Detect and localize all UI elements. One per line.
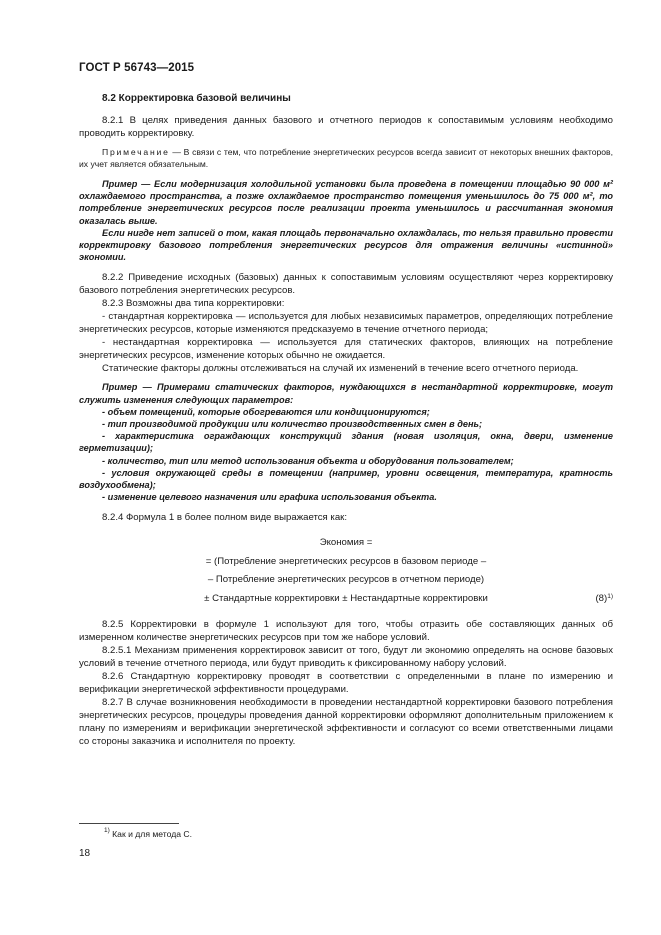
equation-number — [595, 590, 613, 609]
paragraph-8-2-7: 8.2.7 В случае возникновения необходимости в проведении нестандартной корректировки базового потребления энергетических ресурсов, процедуры проведения данной корректировки оформляют дополнительным приложением к плану по измерениям и верификации энергетической эффективности и согласуют со всеми ответственными лицами со стороны заказчика и исполнителя по проекту. — [79, 697, 613, 748]
example-2-item: - характеристика ограждающих конструкций здания (новая изоляция, окна, двери, изменение герметизации); — [79, 431, 613, 454]
paragraph-8-2-3-b: - нестандартная корректировка — используется для статических факторов, влияющих на потребление энергетических ресурсов, изменение которых обычно не ожидается. — [79, 337, 613, 362]
paragraph-8-2-1: 8.2.1 В целях приведения данных базового и отчетного периодов к сопоставимым условиям необходимо проводить корректировку. — [79, 115, 613, 139]
paragraph-8-2-4: 8.2.4 Формула 1 в более полном виде выражается как: — [102, 512, 348, 524]
formula-8 — [79, 534, 613, 608]
page-number: 18 — [79, 848, 91, 859]
paragraph-8-2-2: 8.2.2 Приведение исходных (базовых) данных к сопоставимым условиям осуществляют через корректировку базового потребления энергетических ресурсов. — [79, 272, 613, 297]
paragraph-8-2-5: 8.2.5 Корректировки в формуле 1 используют для того, чтобы отразить обе составляющих данных об измеренном количестве энергетических ресурсов при том же наборе условий. — [79, 619, 613, 644]
paragraph-8-2-3: 8.2.3 Возможны два типа корректировки: — [102, 298, 285, 310]
formula-line-2: = (Потребление энергетических ресурсов в базовом периоде – — [205, 555, 487, 567]
equation-number-text: (8) — [595, 592, 608, 604]
footnote — [104, 829, 192, 839]
footnote-mark: 1) — [104, 827, 110, 834]
paragraph-8-2-6: 8.2.6 Стандартную корректировку проводят в соответствии с определенными в плане по измерению и верификации энергетической эффективности процедурами. — [79, 671, 613, 696]
footnote-divider — [79, 823, 179, 824]
example-2-item: - условия окружающей среды в помещении (например, уровни освещения, температура, кратность воздухообмена); — [79, 467, 613, 491]
formula-line-4-text: ± Стандартные корректировки ± Нестандартные корректировки — [204, 592, 488, 604]
example-2-item: - изменение целевого назначения или графика использования объекта. — [102, 492, 437, 503]
example-2-item: - тип производимой продукции или количество производственных смен в день; — [102, 419, 483, 430]
section-title: 8.2 Корректировка базовой величины — [102, 93, 291, 104]
footnote-text: Как и для метода С. — [109, 829, 192, 839]
paragraph-8-2-3-c: Статические факторы должны отслеживаться на случай их изменений в течение всего отчетного периода. — [102, 363, 579, 375]
note-text: — В связи с тем, что потребление энергетических ресурсов всегда зависит от некоторых внешних факторов, их учет является обязательным. — [79, 147, 613, 169]
page-content — [79, 92, 613, 748]
example-2-item: - объем помещений, которые обогреваются или кондиционируются; — [102, 406, 430, 417]
formula-line-4 — [79, 590, 613, 609]
example-1: Пример — Если модернизация холодильной установки была проведена в помещении площадью 90 000 м² охлаждаемого пространства, а позже охлаждаемое пространство помещения уменьшилось до 75 000 м², то потребление энергетических ресурсов после реализации проекта уменьшилось и рассчитанная экономия оказалась выше. — [79, 179, 613, 226]
paragraph-8-2-3-a: - стандартная корректировка — используется для любых независимых параметров, определяющих потребление энергетических ресурсов, которые изменяются предсказуемо в течение отчетного периода; — [79, 311, 613, 336]
footnote-ref: 1) — [607, 592, 613, 600]
formula-line-3: – Потребление энергетических ресурсов в отчетном периоде) — [207, 574, 485, 586]
example-2-item: - количество, тип или метод использования объекта и оборудования пользователем; — [102, 455, 514, 466]
paragraph-8-2-5-1: 8.2.5.1 Механизм применения корректировок зависит от того, будут ли экономию определять на основе базовых условий в течение отчетного периода, или будут приводить к фиксированному набору условий. — [79, 645, 613, 670]
document-header: ГОСТ Р 56743—2015 — [79, 62, 195, 74]
note-label: Примечание — [102, 147, 170, 157]
formula-line-1: Экономия = — [319, 537, 373, 549]
example-1-continued: Если нигде нет записей о том, какая площадь первоначально охлаждалась, то нельзя правильно провести корректировку базового потребления энергетических ресурсов для отражения величины «истинной» экономии. — [79, 227, 613, 263]
example-2-intro: Пример — Примерами статических факторов, нуждающихся в нестандартной корректировке, могут служить изменения следующих параметров: — [79, 382, 613, 405]
note — [79, 146, 613, 170]
